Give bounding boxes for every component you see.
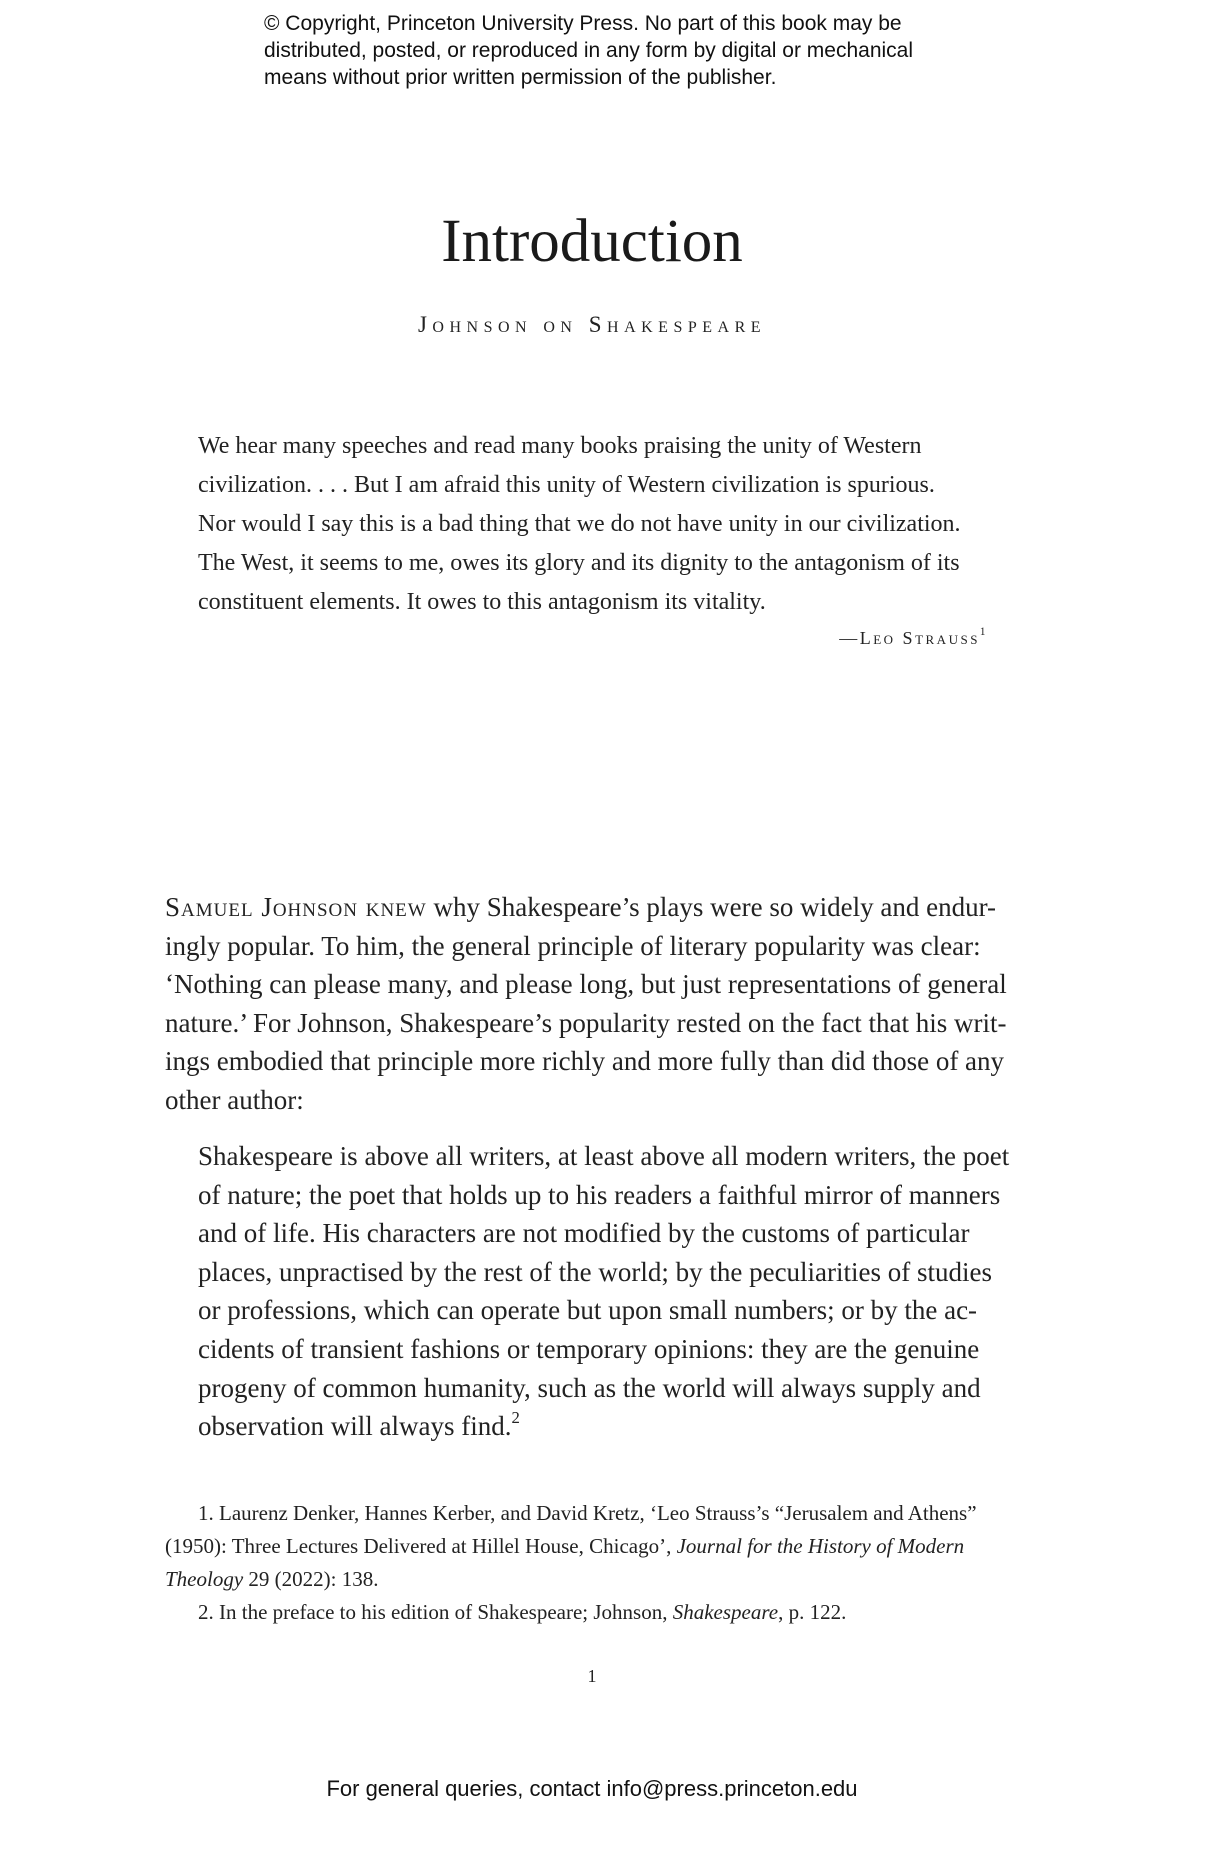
copyright-line: means without prior written permission of the publisher.	[264, 66, 777, 89]
quote-line: places, unpractised by the rest of the world; by the peculiarities of studies	[198, 1256, 993, 1287]
body-line: ‘Nothing can please many, and please long, but just representations of general	[165, 969, 1007, 1000]
chapter-subtitle: Johnson on Shakespeare	[417, 312, 767, 337]
quote-line: Shakespeare is above all writers, at least above all modern writers, the poet	[198, 1141, 1010, 1171]
footnote-1-citation: 29 (2022): 138.	[243, 1567, 379, 1591]
copyright-line: © Copyright, Princeton University Press. No part of this book may be	[264, 12, 902, 35]
footnote-1-line: 1. Laurenz Denker, Hannes Kerber, and David Kretz, ‘Leo Strauss’s “Jerusalem and Athens”	[198, 1501, 977, 1525]
quote-last-line: observation will always find.	[198, 1411, 512, 1442]
footnote-1-line	[165, 1563, 1025, 1596]
epigraph-line: constituent elements. It owes to this antagonism its vitality.	[198, 589, 766, 615]
quote-line: of nature; the poet that holds up to his readers a faithful mirror of manners	[198, 1179, 1001, 1210]
footnote-1-journal: Journal for the History of Modern	[676, 1534, 965, 1558]
body-line: ings embodied that principle more richly and more fully than did those of any	[165, 1046, 1005, 1077]
footnote-ref-2[interactable]: 2	[511, 1407, 520, 1427]
footnote-1-line	[165, 1530, 1025, 1563]
contact-footer: For general queries, contact info@press.princeton.edu	[326, 1776, 858, 1801]
quote-line: and of life. His characters are not modified by the customs of particular	[198, 1218, 970, 1249]
footnote-1-text: (1950): Three Lectures Delivered at Hillel House, Chicago’,	[165, 1534, 677, 1558]
quote-line	[198, 1407, 1028, 1446]
epigraph-attribution	[0, 628, 988, 649]
epigraph-line: The West, it seems to me, owes its glory and its dignity to the antagonism of its	[198, 550, 960, 576]
body-line: ingly popular. To him, the general principle of literary popularity was clear:	[165, 930, 981, 961]
epigraph-line: civilization. . . . But I am afraid this unity of Western civilization is spurious.	[198, 472, 935, 498]
body-first-line-rest: why Shakespeare’s plays were so widely and endur-	[426, 892, 997, 922]
footnote-2-line	[165, 1596, 1025, 1629]
footnote-1-journal-cont: Theology	[165, 1567, 244, 1591]
body-line: other author:	[165, 1084, 304, 1115]
quote-line: or professions, which can operate but upon small numbers; or by the ac-	[198, 1295, 978, 1326]
body-paragraph	[165, 888, 1025, 1120]
epigraph-line: Nor would I say this is a bad thing that we do not have unity in our civilization.	[198, 511, 961, 537]
footnotes	[165, 1497, 1025, 1629]
epigraph	[198, 427, 998, 622]
footnote-2-title: Shakespeare	[672, 1600, 779, 1624]
footnote-2-end: , p. 122.	[778, 1600, 847, 1624]
body-line: nature.’ For Johnson, Shakespeare’s popularity rested on the fact that his writ-	[165, 1007, 1007, 1038]
quote-line: cidents of transient fashions or temporary opinions: they are the genuine	[198, 1333, 980, 1364]
attribution-author: —Leo Strauss	[839, 628, 980, 648]
epigraph-line: We hear many speeches and read many books praising the unity of Western	[198, 433, 922, 459]
lead-in-smallcaps: Samuel Johnson knew	[165, 892, 427, 922]
body-line	[165, 888, 1025, 927]
copyright-notice	[264, 10, 1024, 91]
copyright-line: distributed, posted, or reproduced in any form by digital or mechanical	[264, 39, 914, 62]
page-number: 1	[587, 1666, 597, 1686]
chapter-title: Introduction	[441, 208, 743, 275]
footnote-2-text: 2. In the preface to his edition of Shakespeare; Johnson,	[198, 1600, 673, 1624]
quote-line: progeny of common humanity, such as the world will always supply and	[198, 1372, 981, 1403]
footnote-ref-1[interactable]: 1	[979, 626, 988, 639]
block-quote	[198, 1137, 1028, 1446]
